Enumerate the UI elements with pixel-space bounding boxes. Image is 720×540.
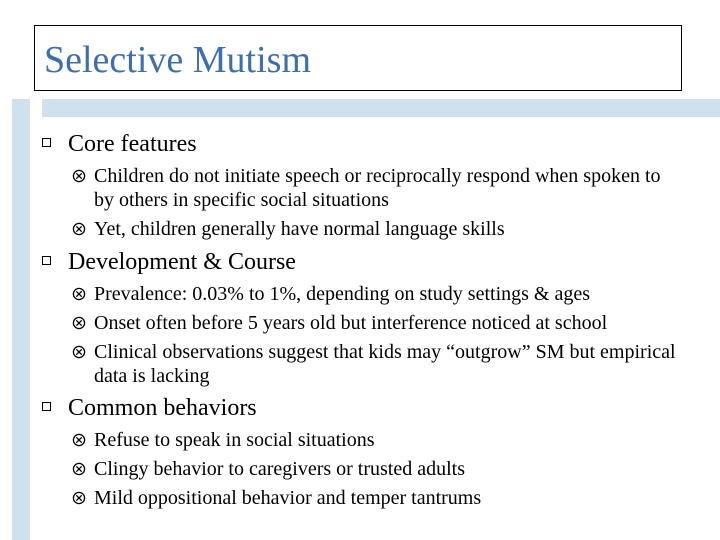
list-item-text: Refuse to speak in social situations xyxy=(94,429,375,451)
list-item-text: Clingy behavior to caregivers or trusted adults xyxy=(94,458,466,480)
circle-cross-bullet-icon xyxy=(72,345,86,359)
accent-bar-vertical xyxy=(12,99,30,540)
circle-cross-bullet-icon xyxy=(72,433,86,447)
section-heading-text: Core features xyxy=(68,131,197,157)
square-bullet-icon xyxy=(42,138,51,147)
list-item-text: Mild oppositional behavior and temper tantrums xyxy=(94,487,482,509)
list-item-text: Prevalence: 0.03% to 1%, depending on study settings & ages xyxy=(94,283,591,305)
list-item-text: Yet, children generally have normal language skills xyxy=(94,218,505,240)
circle-cross-bullet-icon xyxy=(72,491,86,505)
square-bullet-icon xyxy=(42,256,51,265)
list-item-text: Clinical observations suggest that kids may “outgrow” SM but empirical data is lacking xyxy=(94,341,676,387)
circle-cross-bullet-icon xyxy=(72,222,86,236)
list-item-text: Children do not initiate speech or reciprocally respond when spoken to by others in specific social situations xyxy=(94,165,661,211)
circle-cross-bullet-icon xyxy=(72,462,86,476)
circle-cross-bullet-icon xyxy=(72,316,86,330)
title-box xyxy=(34,25,682,91)
circle-cross-bullet-icon xyxy=(72,169,86,183)
section-heading-text: Development & Course xyxy=(68,249,296,275)
slide-title: Selective Mutism xyxy=(44,39,312,81)
list-item-text: Onset often before 5 years old but interference noticed at school xyxy=(94,312,608,334)
accent-bar-horizontal xyxy=(0,99,720,117)
circle-cross-bullet-icon xyxy=(72,287,86,301)
square-bullet-icon xyxy=(42,402,51,411)
section-heading-text: Common behaviors xyxy=(68,395,257,421)
